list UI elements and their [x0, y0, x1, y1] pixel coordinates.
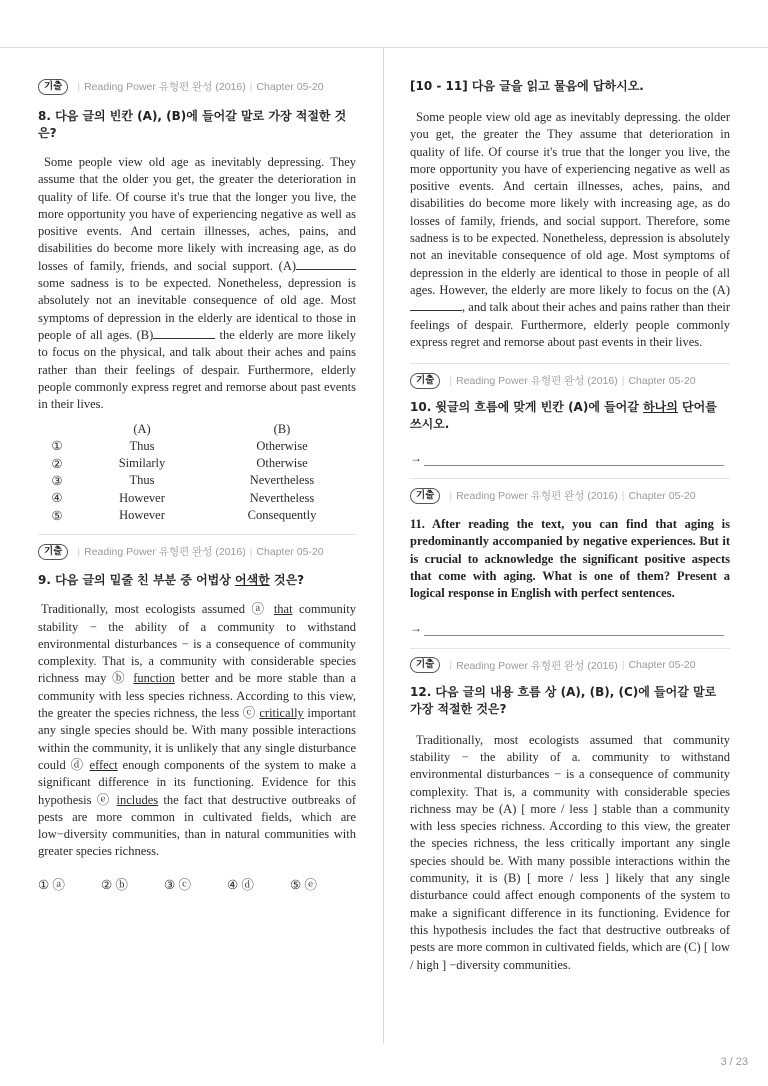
underlined-word-d: effect	[89, 757, 118, 772]
option-row[interactable]: ③ Thus Nevertheless	[51, 473, 315, 488]
arrow-icon: →	[410, 451, 422, 466]
q8-passage: Some people view old age as inevitably depressing. They assume that the older you get, the greater the deterioration in quality of life. Of course it's true that the longer you live, the more opportunity you have of experiencing negative as well as positive events. And certain illnesses, aches, pains, and disabilities do become more likely with increasing age, as do losses of family, friends, and social support. (A) some sadness is to be expected. Nonetheless, depression is absolutely not an inevitable consequence of old age. Most symptoms of depression in the elderly are identical to those in people of all ages. (B) the elderly are more likely to focus on the physical, and talk about their aches and pains rather than their feelings of despair. Furthermore, elderly people commonly express regret and remorse about past events in their lives.	[38, 155, 357, 412]
q8-title: 8. 다음 글의 빈칸 (A), (B)에 들어갈 말로 가장 적절한 것은?	[38, 109, 347, 140]
tag-source: Reading Power 유형편 완성 (2016)	[456, 490, 618, 503]
q12-passage: Traditionally, most ecologists assumed that community stability − the ability of a. community to withstand environmental disturbances − is a consequence of community complexity. That is, a community with considerable species richness may be (A) [ more / less ] stable than a community with less species richness. According to this view, the greater the species richness, the less critically important any single species should be. With many possible interactions within the community, it is (B) [ more / less ] likely that any single disturbance could affect enough components of the system to make a significant difference in its functioning. Evidence for this hypothesis includes the fact that destructive outbreaks of pests are more common in cultivated fields, which are (C) [ low / high ] −diversity communities.	[410, 732, 730, 972]
underlined-word-e: includes	[116, 792, 159, 807]
left-column	[38, 78, 356, 893]
option-row[interactable]: ② Similarly Otherwise	[51, 456, 308, 471]
blank-a	[410, 299, 462, 311]
question-tag: 기출 | Reading Power 유형편 완성 (2016) | Chapter 05-20	[38, 78, 356, 95]
question-tag: 기출 | Reading Power 유형편 완성 (2016) | Chapter 05-20	[38, 543, 356, 560]
q9-choices	[38, 875, 356, 893]
section-rule	[410, 478, 730, 479]
blank-a	[296, 258, 356, 270]
q10-title: 10. 윗글의 흐름에 맞게 빈칸 (A)에 들어갈 하나의 단어를 쓰시오.	[410, 400, 717, 432]
choice-3[interactable]: ③ ⓒ	[164, 877, 191, 892]
exam-badge: 기출	[38, 544, 68, 560]
answer-line	[424, 453, 724, 466]
col-a-header: (A)	[133, 421, 151, 436]
q11-answer-field[interactable]	[410, 621, 730, 636]
q9-title: 9. 다음 글의 밑줄 친 부분 중 어법상 어색한 것은?	[38, 573, 305, 588]
col-b-header: (B)	[273, 421, 291, 436]
exam-badge: 기출	[38, 79, 68, 95]
answer-line	[424, 623, 724, 636]
tag-chapter: Chapter 05-20	[256, 80, 324, 93]
question-tag: 기출 | Reading Power 유형편 완성 (2016) | Chapter 05-20	[410, 657, 730, 674]
exam-badge: 기출	[410, 373, 440, 389]
section-rule	[410, 648, 730, 649]
option-row[interactable]: ④ However Nevertheless	[51, 490, 315, 506]
q10-11-passage: Some people view old age as inevitably depressing. the older you get, the greater the They assume that deterioration in quality of life. Of course it's true that the longer you live, the more opportunity you have of experiencing negative as well as positive events. And certain illnesses, aches, pains, and disabilities do become more likely with increasing age, as do losses of family, friends, and social support. Therefore, some sadness is to be expected. Nonetheless, depression is absolutely not an inevitable consequence of old age. Most symptoms of depression in the elderly are identical to those in people of all ages. However, the elderly are more likely to focus on the (A), and talk about their aches and pains rather than their feelings of despair. Furthermore, elderly people commonly express regret and remorse about past events in their lives.	[410, 110, 730, 349]
option-row[interactable]: ⑤ However Consequently	[51, 508, 317, 523]
blank-b	[153, 327, 215, 339]
q10-11-title: [10 - 11] 다음 글을 읽고 물음에 답하시오.	[410, 79, 644, 93]
tag-chapter: Chapter 05-20	[628, 489, 696, 502]
tag-chapter: Chapter 05-20	[628, 659, 696, 672]
page-number: 3 / 23	[720, 1056, 748, 1068]
q10-answer-field[interactable]	[410, 451, 730, 466]
q12-title: 12. 다음 글의 내용 흐름 상 (A), (B), (C)에 들어갈 말로 가장 적절한 것은?	[410, 684, 717, 716]
underlined-word-a: that	[273, 602, 293, 617]
q9-passage: Traditionally, most ecologists assumed ⓐ that community stability − the ability of a community to withstand environmental disturbances − is a consequence of community complexity. That is, a community with considerable species richness may ⓑ function better and be more stable than a community with less species richness. According to this view, the greater the species richness, the less ⓒ critically important any single species should be. With many possible interactions within the community, it is unlikely that any single disturbance could ⓓ effect enough components of the system to make a significant difference in its functioning. Evidence for this hypothesis ⓔ includes the fact that destructive outbreaks of pests are more common in cultivated fields, which are low−diversity communities, than in natural communities with greater species richness.	[38, 602, 357, 859]
tag-source: Reading Power 유형편 완성 (2016)	[456, 375, 618, 388]
column-divider	[383, 48, 384, 1044]
choice-1[interactable]: ① ⓐ	[38, 877, 65, 892]
header-rule	[0, 47, 768, 48]
section-rule	[410, 363, 730, 364]
q8-options	[42, 420, 352, 524]
tag-source: Reading Power 유형편 완성 (2016)	[84, 546, 246, 559]
arrow-icon: →	[410, 620, 422, 635]
tag-chapter: Chapter 05-20	[628, 374, 696, 387]
option-row[interactable]: ① Thus Otherwise	[51, 438, 308, 454]
right-column	[410, 78, 730, 974]
q11-text: 11. After reading the text, you can find that aging is predominantly accompanied by negative experiences. But it is crucial to acknowledge the significant positive aspects that come with aging. What is one of them? Present a logical response in English with perfect sentences.	[410, 517, 730, 601]
section-rule	[38, 534, 356, 535]
choice-5[interactable]: ⑤ ⓔ	[290, 877, 317, 892]
underlined-word-c: critically	[259, 706, 304, 721]
exam-badge: 기출	[410, 657, 440, 673]
question-tag: 기출 | Reading Power 유형편 완성 (2016) | Chapter 05-20	[410, 487, 730, 504]
tag-source: Reading Power 유형편 완성 (2016)	[84, 81, 246, 93]
exam-badge: 기출	[410, 488, 440, 504]
question-tag: 기출 | Reading Power 유형편 완성 (2016) | Chapter 05-20	[410, 372, 730, 389]
tag-chapter: Chapter 05-20	[256, 545, 324, 558]
choice-4[interactable]: ④ ⓓ	[227, 877, 254, 892]
underlined-word-b: function	[133, 671, 175, 686]
choice-2[interactable]: ② ⓑ	[101, 877, 128, 892]
tag-source: Reading Power 유형편 완성 (2016)	[456, 659, 618, 672]
